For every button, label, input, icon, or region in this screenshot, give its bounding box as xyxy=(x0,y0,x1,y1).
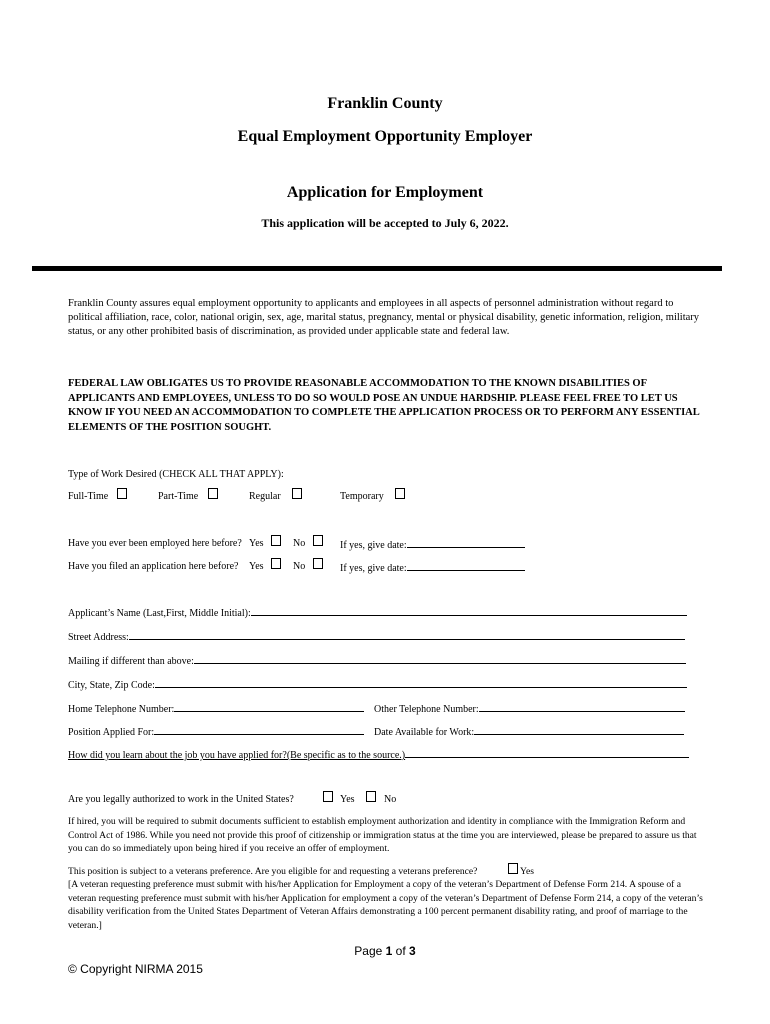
veterans-yes-label: Yes xyxy=(520,866,534,877)
authorized-yes-label: Yes xyxy=(340,794,355,805)
filed-no-label: No xyxy=(293,561,306,572)
work-type-option-label: Part-Time xyxy=(158,491,199,502)
position-line[interactable] xyxy=(154,725,364,735)
filed-date-field[interactable] xyxy=(340,561,525,574)
of-word: of xyxy=(395,944,406,958)
other-phone-field[interactable] xyxy=(374,702,685,715)
home-phone-field[interactable] xyxy=(68,702,364,715)
deadline-text: This application will be accepted to July 6, 2022. xyxy=(261,216,509,230)
city-state-zip-line[interactable] xyxy=(155,678,687,688)
how-learned-line[interactable] xyxy=(405,748,689,758)
checkbox-veterans-yes[interactable] xyxy=(508,863,518,874)
street-address-line[interactable] xyxy=(129,630,685,640)
date-available-line[interactable] xyxy=(474,725,684,735)
copyright: © Copyright NIRMA 2015 xyxy=(68,962,203,976)
position-label: Position Applied For: xyxy=(68,727,155,738)
mailing-address-label: Mailing if different than above: xyxy=(68,656,194,667)
position-field[interactable] xyxy=(68,725,364,738)
checkbox-authorized-yes[interactable] xyxy=(323,791,333,802)
checkbox-regular[interactable] xyxy=(292,488,302,499)
filed-yes-label: Yes xyxy=(249,561,264,572)
date-available-field[interactable] xyxy=(374,725,684,738)
checkbox-employed-no[interactable] xyxy=(313,535,323,546)
work-type-parttime xyxy=(158,491,198,502)
authorization-question: Are you legally authorized to work in the United States? xyxy=(68,794,294,805)
work-type-temporary xyxy=(340,491,384,502)
authorization-note: If hired, you will be required to submit documents sufficient to establish employment authorization and identity in compliance with the Immigration Reform and Control Act of 1986. While you need not provide this proof of citizenship or immigration status at the time you are interviewed, please be prepared to assure us that you can do so immediately upon being hired if you receive an offer of employment. xyxy=(68,816,697,854)
home-phone-label: Home Telephone Number: xyxy=(68,704,175,715)
checkbox-parttime[interactable] xyxy=(208,488,218,499)
employed-date-line[interactable] xyxy=(407,538,525,548)
filed-date-line[interactable] xyxy=(407,561,525,571)
employed-date-label: If yes, give date: xyxy=(340,540,407,551)
authorized-no-label: No xyxy=(384,794,397,805)
street-address-field[interactable] xyxy=(68,630,690,643)
header-divider xyxy=(32,266,722,271)
checkbox-fulltime[interactable] xyxy=(117,488,127,499)
mailing-address-line[interactable] xyxy=(194,654,686,664)
street-address-label: Street Address: xyxy=(68,632,129,643)
work-type-regular xyxy=(249,491,281,502)
eeo-heading: Equal Employment Opportunity Employer xyxy=(237,128,533,145)
employed-before-question: Have you ever been employed here before? xyxy=(68,538,242,549)
checkbox-authorized-no[interactable] xyxy=(366,791,376,802)
employed-yes-label: Yes xyxy=(249,538,264,549)
filed-date-label: If yes, give date: xyxy=(340,563,407,574)
other-phone-label: Other Telephone Number: xyxy=(374,704,479,715)
checkbox-filed-yes[interactable] xyxy=(271,558,281,569)
applicant-name-field[interactable] xyxy=(68,606,690,619)
city-state-zip-label: City, State, Zip Code: xyxy=(68,680,155,691)
employed-date-field[interactable] xyxy=(340,538,525,551)
home-phone-line[interactable] xyxy=(174,702,364,712)
page-total: 3 xyxy=(409,944,416,958)
page-title: Application for Employment xyxy=(286,184,484,201)
mailing-address-field[interactable] xyxy=(68,654,690,667)
checkbox-filed-no[interactable] xyxy=(313,558,323,569)
work-type-label: Type of Work Desired (CHECK ALL THAT APPLY): xyxy=(68,469,284,480)
work-type-option-label: Full-Time xyxy=(68,491,109,502)
federal-notice: FEDERAL LAW OBLIGATES US TO PROVIDE REASONABLE ACCOMMODATION TO THE KNOWN DISABILITIES OF APPLICANTS AND EMPLOYEES, UNLESS TO DO SO WOULD POSE AN UNDUE HARDSHIP. PLEASE FEEL FREE TO LET US KNOW IF YOU NEED AN ACCOMMODATION TO COMPLETE THE APPLICATION PROCESS OR TO PERFORM ANY ESSENTIAL ELEMENTS OF THE POSITION SOUGHT. xyxy=(68,378,700,433)
page-number xyxy=(0,944,770,958)
how-learned-label: How did you learn about the job you have applied for?(Be specific as to the source.) xyxy=(68,750,406,761)
applicant-name-line[interactable] xyxy=(251,606,687,616)
policy-paragraph: Franklin County assures equal employment opportunity to applicants and employees in all aspects of personnel administration without regard to political affiliation, race, color, national origin, sex, age, marital status, pregnancy, mental or physical disability, genetic information, religion, military status, or any other prohibited basis of discrimination, as provided under applicable state and federal law. xyxy=(68,298,700,337)
page-current: 1 xyxy=(385,944,393,958)
county-name: Franklin County xyxy=(327,95,443,112)
page-word: Page xyxy=(354,944,383,958)
work-type-fulltime xyxy=(68,491,108,502)
checkbox-employed-yes[interactable] xyxy=(271,535,281,546)
city-state-zip-field[interactable] xyxy=(68,678,690,691)
how-learned-field[interactable] xyxy=(68,748,690,761)
checkbox-temporary[interactable] xyxy=(395,488,405,499)
other-phone-line[interactable] xyxy=(479,702,685,712)
veterans-question: This position is subject to a veterans preference. Are you eligible for and requesting a veterans preference? xyxy=(68,866,478,877)
filed-before-question: Have you filed an application here before? xyxy=(68,561,239,572)
work-type-option-label: Temporary xyxy=(340,491,384,502)
date-available-label: Date Available for Work: xyxy=(374,727,475,738)
employed-no-label: No xyxy=(293,538,306,549)
work-type-option-label: Regular xyxy=(249,491,281,502)
applicant-name-label: Applicant’s Name (Last,First, Middle Initial): xyxy=(68,608,251,619)
veterans-note: [A veteran requesting preference must submit with his/her Application for Employment a copy of the veteran’s Department of Defense Form 214. A spouse of a veteran requesting preference must submit with his/her Application for employment a copy of the veteran’s Department of Defense Form 214, a copy of the veteran’s disability verification from the United States Department of Veteran Affairs demonstrating a 100 percent permanent disability rating, and proof of marriage to the veteran.] xyxy=(68,879,703,931)
